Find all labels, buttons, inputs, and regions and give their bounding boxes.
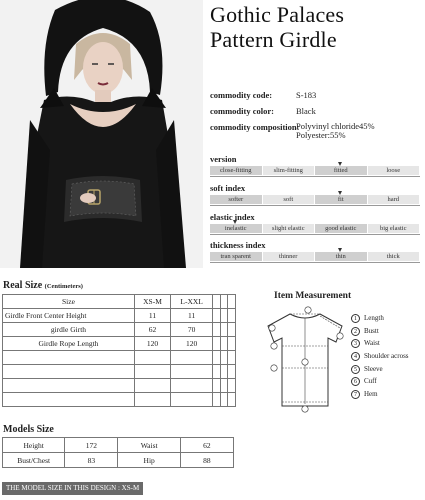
table-row	[3, 379, 236, 393]
table-empty-cell	[220, 337, 228, 351]
legend-item	[351, 350, 409, 363]
table-empty-cell	[220, 295, 228, 309]
table-header-cell: Size	[3, 295, 135, 309]
legend-number: 1	[351, 314, 360, 323]
scale-option: inelastic	[210, 224, 263, 233]
legend-item	[351, 388, 409, 401]
table-cell: 70	[171, 323, 213, 337]
table-cell: Hip	[118, 453, 180, 468]
table-row	[3, 309, 236, 323]
composition-line-2: Polyester:55%	[296, 130, 346, 140]
table-cell: Girdle Front Center Height	[3, 309, 135, 323]
composition-line-1: Polyvinyl chloride45%	[296, 121, 375, 131]
table-row	[3, 393, 236, 407]
scale-bar	[210, 224, 420, 233]
legend-number: 4	[351, 352, 360, 361]
table-empty-cell	[228, 295, 236, 309]
elastic-index-scale	[210, 212, 420, 235]
table-empty-cell	[228, 309, 236, 323]
model-size-banner: THE MODEL SIZE IN THIS DESIGN : XS-M	[2, 482, 143, 495]
commodity-color-value: Black	[296, 106, 316, 116]
scale-label: version	[210, 154, 237, 164]
table-empty-cell	[228, 337, 236, 351]
scale-option: fitted	[315, 166, 368, 175]
scale-divider	[210, 176, 420, 177]
commodity-color-label: commodity color:	[210, 106, 274, 116]
selected-marker-icon	[233, 220, 237, 224]
scale-option: slim-fitting	[263, 166, 316, 175]
table-cell: Bust/Chest	[3, 453, 65, 468]
title-line-2: Pattern Girdle	[210, 27, 337, 52]
item-measurement-title: Item Measurement	[274, 291, 352, 301]
legend-label: Waist	[364, 339, 380, 348]
scale-option: loose	[368, 166, 421, 175]
scale-label: thickness index	[210, 240, 266, 250]
scale-label: elastic index	[210, 212, 255, 222]
legend-item	[351, 363, 409, 376]
scale-option: thinner	[263, 252, 316, 261]
soft-index-scale	[210, 183, 420, 206]
table-header-cell: L-XXL	[171, 295, 213, 309]
scale-option: good elastic	[315, 224, 368, 233]
table-row	[3, 351, 236, 365]
table-cell: 11	[134, 309, 170, 323]
scale-option: soft	[263, 195, 316, 204]
table-cell: 62	[134, 323, 170, 337]
selected-marker-icon	[338, 191, 342, 195]
table-empty-cell	[213, 323, 221, 337]
legend-number: 3	[351, 339, 360, 348]
scale-option: hard	[368, 195, 421, 204]
table-row	[3, 323, 236, 337]
legend-number: 6	[351, 377, 360, 386]
legend-number: 5	[351, 365, 360, 374]
legend-item	[351, 325, 409, 338]
commodity-color-line	[210, 106, 316, 116]
legend-label: Bustt	[364, 326, 379, 335]
legend-number: 2	[351, 327, 360, 336]
legend-number: 7	[351, 390, 360, 399]
legend-item	[351, 312, 409, 325]
commodity-code-line	[210, 90, 317, 100]
table-cell: 11	[171, 309, 213, 323]
scale-option: fit	[315, 195, 368, 204]
table-empty-cell	[228, 323, 236, 337]
commodity-composition-line	[210, 121, 375, 140]
table-cell: 88	[180, 453, 233, 468]
legend-label: Shoulder across	[364, 352, 409, 361]
table-cell: 62	[180, 438, 233, 453]
models-size-title: Models Size	[3, 424, 54, 435]
table-empty-cell	[213, 309, 221, 323]
scale-option: close-fitting	[210, 166, 263, 175]
real-size-heading	[3, 280, 83, 291]
scale-divider	[210, 262, 420, 263]
table-cell: Girdle Rope Length	[3, 337, 135, 351]
scale-option: slight elastic	[263, 224, 316, 233]
scale-option: softer	[210, 195, 263, 204]
commodity-composition-label: commodity composition:	[210, 122, 300, 132]
legend-label: Cuff	[364, 377, 377, 386]
table-empty-cell	[213, 337, 221, 351]
table-cell: 120	[171, 337, 213, 351]
table-cell: Height	[3, 438, 65, 453]
models-size-table	[2, 437, 234, 468]
table-cell: 83	[65, 453, 118, 468]
table-empty-cell	[220, 309, 228, 323]
commodity-composition-value	[296, 122, 375, 140]
real-size-table	[2, 294, 236, 407]
table-row	[3, 453, 234, 468]
scale-bar	[210, 195, 420, 204]
table-row	[3, 438, 234, 453]
commodity-code-value: S-183	[296, 90, 317, 100]
table-empty-cell	[220, 323, 228, 337]
scale-bar	[210, 252, 420, 261]
scale-option: thick	[368, 252, 421, 261]
table-header-row	[3, 295, 236, 309]
scale-bar	[210, 166, 420, 175]
table-empty-cell	[213, 295, 221, 309]
legend-item	[351, 337, 409, 350]
selected-marker-icon	[338, 162, 342, 166]
measurement-legend	[351, 312, 409, 401]
real-size-unit: (Centimeters)	[44, 283, 83, 290]
commodity-code-label: commodity code:	[210, 90, 273, 100]
table-cell: 120	[134, 337, 170, 351]
scale-option: thin	[315, 252, 368, 261]
table-cell: Waist	[118, 438, 180, 453]
scale-divider	[210, 205, 420, 206]
product-title	[210, 2, 344, 52]
legend-label: Hem	[364, 390, 378, 399]
real-size-title: Real Size	[3, 280, 43, 291]
version-scale	[210, 154, 420, 177]
scale-label: soft index	[210, 183, 246, 193]
legend-label: Length	[364, 314, 384, 322]
table-cell: girdle Girth	[3, 323, 135, 337]
table-cell: 172	[65, 438, 118, 453]
selected-marker-icon	[338, 248, 342, 252]
legend-item	[351, 375, 409, 388]
thickness-index-scale	[210, 240, 420, 263]
table-row	[3, 337, 236, 351]
title-line-1: Gothic Palaces	[210, 2, 345, 27]
scale-divider	[210, 234, 420, 235]
scale-option: big elastic	[368, 224, 421, 233]
garment-diagram	[262, 306, 348, 414]
table-row	[3, 365, 236, 379]
legend-label: Sleeve	[364, 364, 383, 373]
product-photo	[0, 0, 203, 268]
scale-option: tran sparent	[210, 252, 263, 261]
table-header-cell: XS-M	[134, 295, 170, 309]
